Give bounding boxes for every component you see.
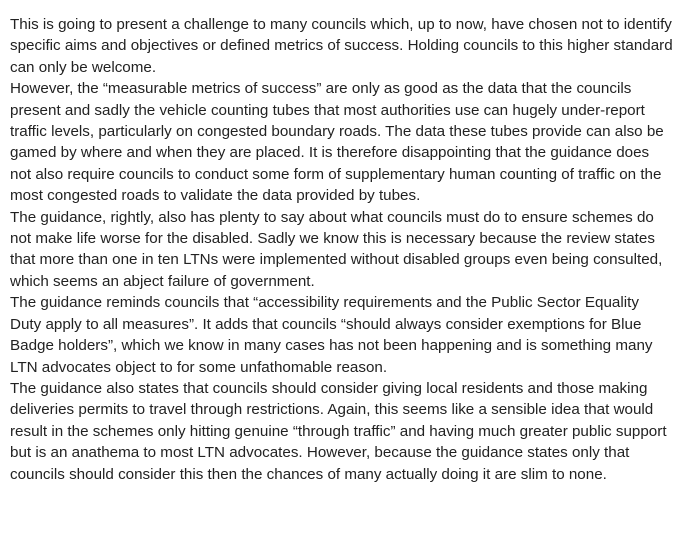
paragraph-permits: The guidance also states that councils should consider giving local residents and those making deliveries permits to travel through restrictions. Again, this seems like a sensible idea that would result in the schemes only hitting genuine “through traffic” and having much greater public support but is an anathema to most LTN advocates. However, because the guidance states only that councils should consider this then the chances of many actually doing it are slim to none. [10, 379, 667, 483]
document-body [10, 14, 674, 485]
paragraph-challenge: This is going to present a challenge to many councils which, up to now, have chosen not to identify specific aims and objectives or defined metrics of success. Holding councils to this higher standard can only be welcome. [10, 16, 673, 76]
paragraph-metrics-data: However, the “measurable metrics of success” are only as good as the data that the councils present and sadly the vehicle counting tubes that most authorities use can hugely under-report traffic levels, particularly on congested boundary roads. The data these tubes provide can also be gamed by where and when they are placed. It is therefore disappointing that the guidance does not also require councils to conduct some form of supplementary human counting of traffic on the most congested roads to validate the data provided by tubes. [10, 80, 664, 205]
paragraph-accessibility: The guidance reminds councils that “accessibility requirements and the Public Sector Equality Duty apply to all measures”. It adds that councils “should always consider exemptions for Blue Badge holders”, which we know in many cases has not been happening and is something many LTN advocates object to for some unfathomable reason. [10, 294, 653, 376]
paragraph-disabled: The guidance, rightly, also has plenty to say about what councils must do to ensure schemes do not make life worse for the disabled. Sadly we know this is necessary because the review states that more than one in ten LTNs were implemented without disabled groups even being consulted, which seems an abject failure of government. [10, 208, 663, 290]
